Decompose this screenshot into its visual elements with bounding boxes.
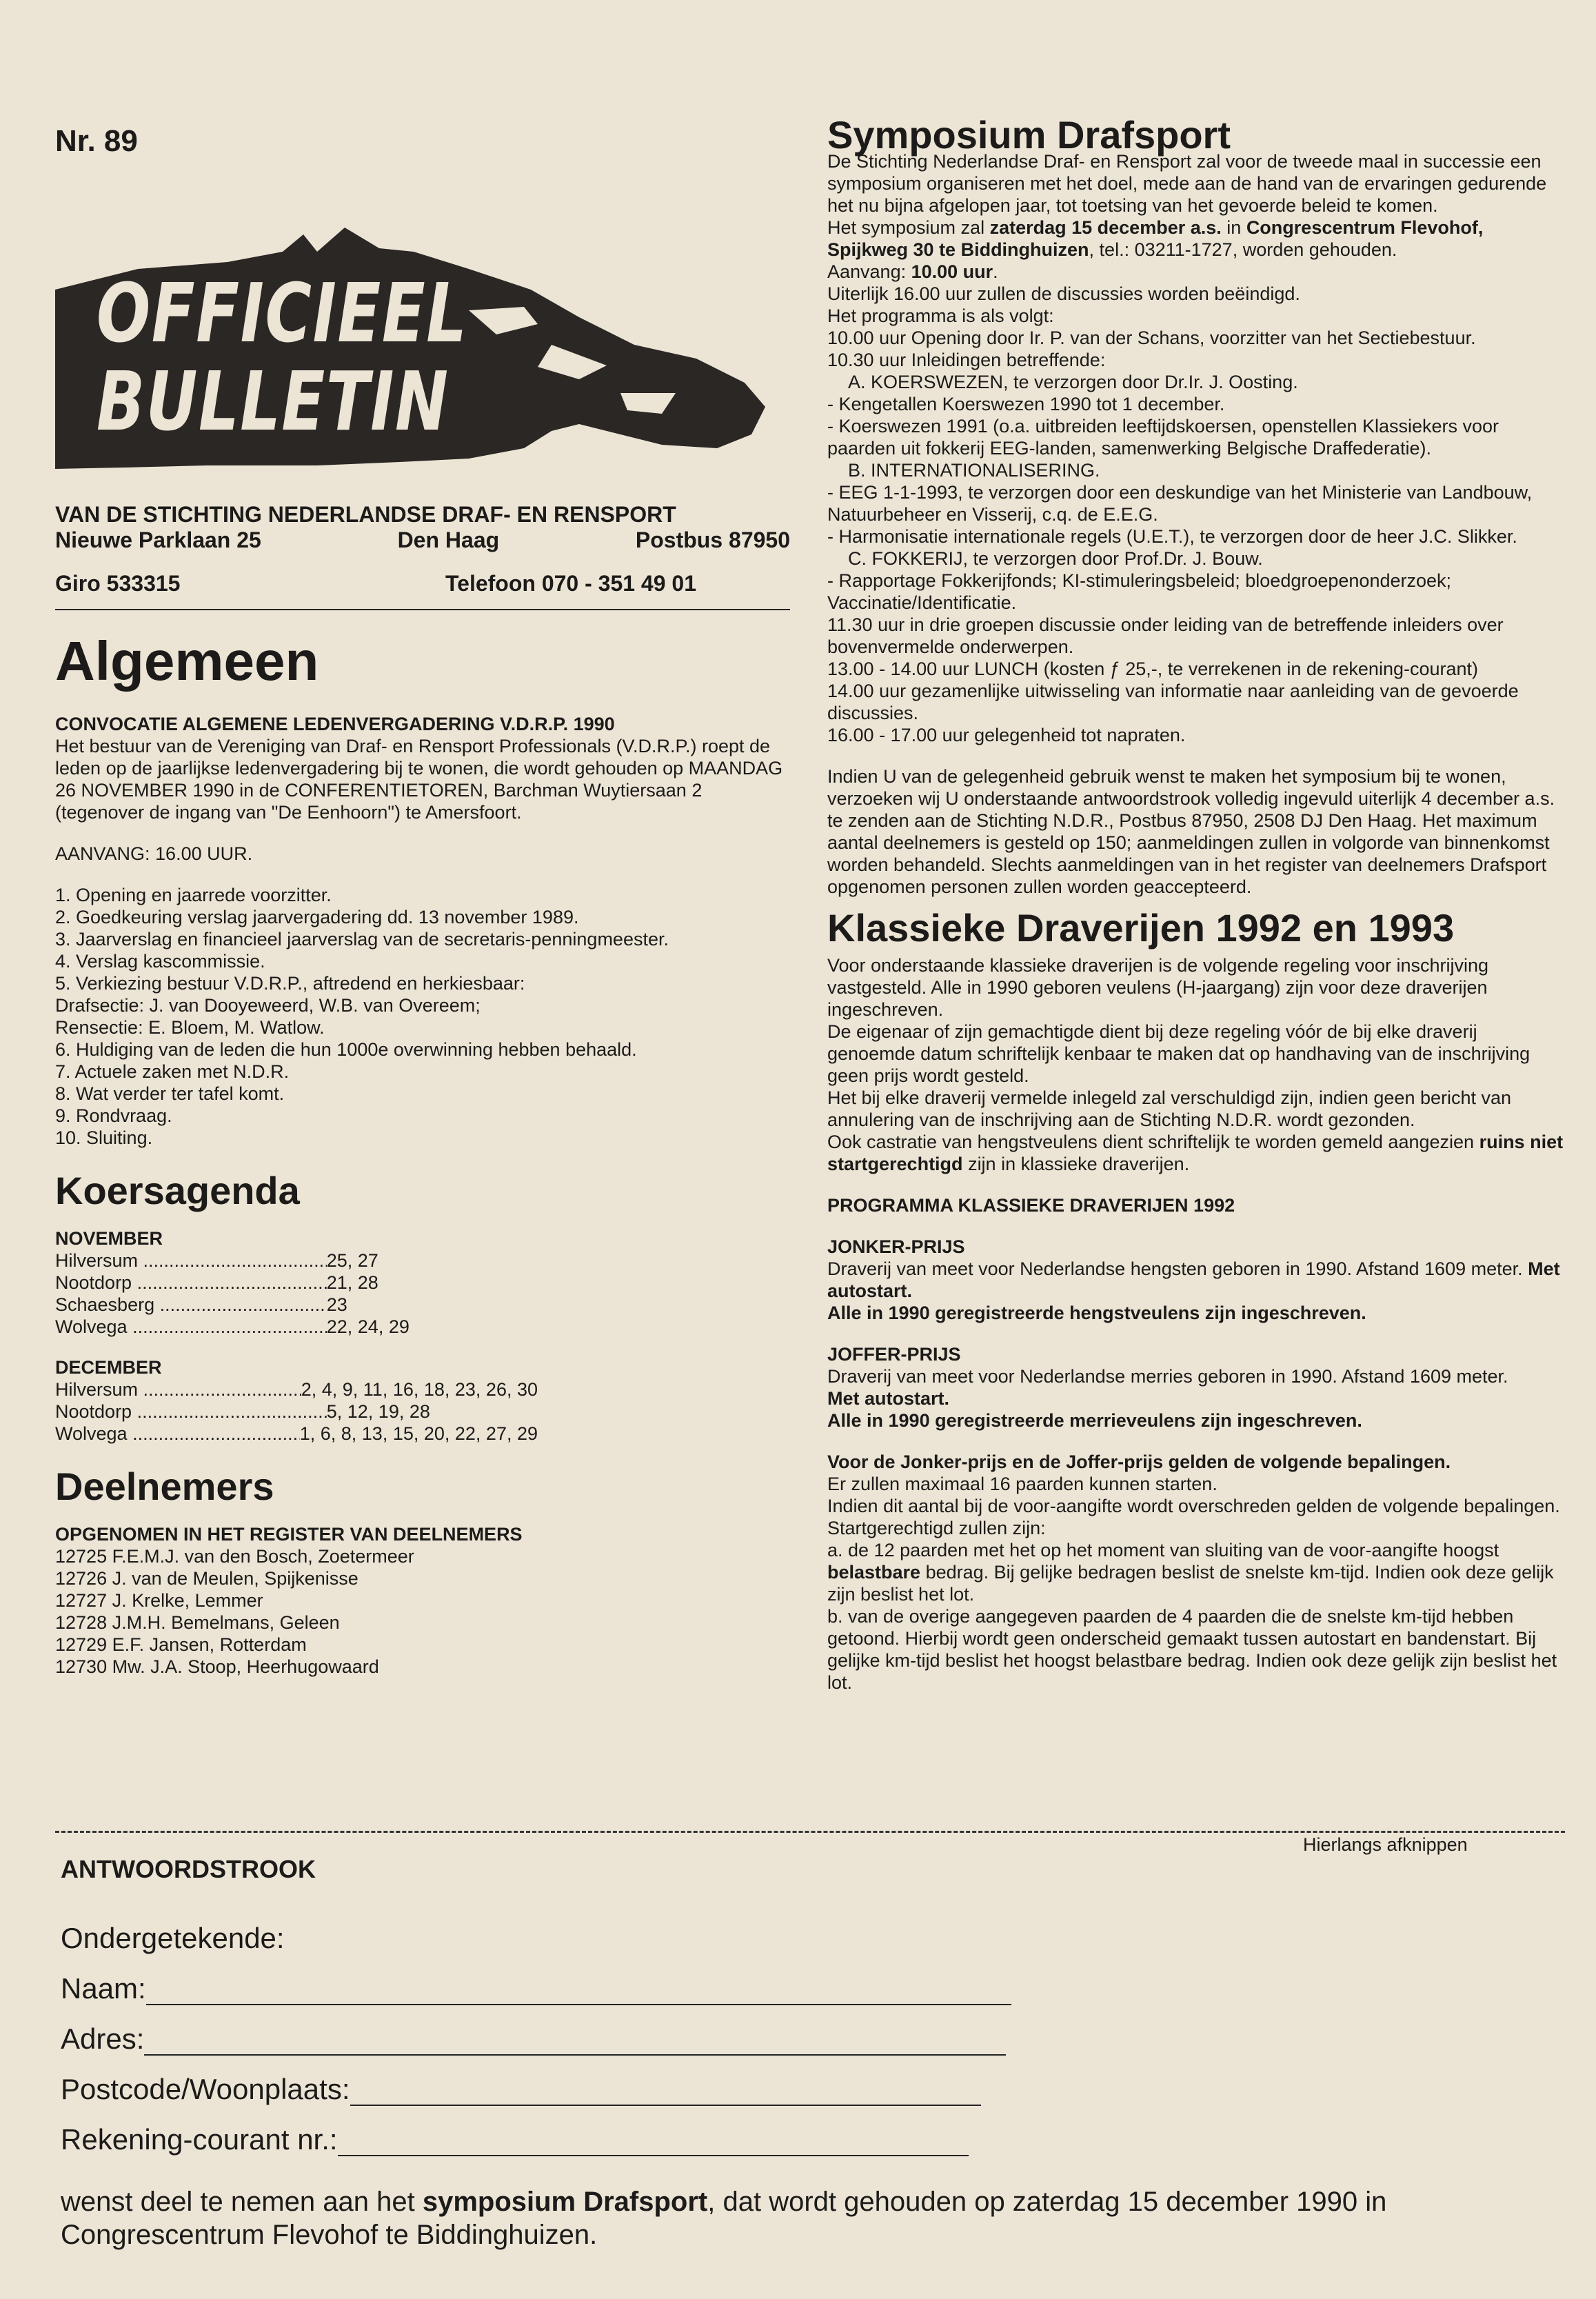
list-item: Het programma is als volgt: [827, 305, 1054, 326]
list-item: Er zullen maximaal 16 paarden kunnen starten. [827, 1474, 1218, 1494]
symposium-aanvang: Aanvang: 10.00 uur. [827, 261, 998, 282]
adres-label: Adres: [61, 2022, 145, 2055]
symposium-intro: De Stichting Nederlandse Draf- en Rensport zal voor de tweede maal in successie een symposium organiseren met het doel, mede aan de hand van de ervaringen gedurende het nu bijna afgelopen jaar, tot toetsing van het gevoerde beleid te komen. [827, 151, 1547, 216]
aanvang-time: 10.00 uur [911, 261, 993, 282]
org-telefoon: Telefoon 070 - 351 49 01 [445, 571, 696, 596]
bepaling-a-post: bedrag. Bij gelijke bedragen beslist de snelste km-tijd. Indien ook deze gelijk zijn beslist het lot. [827, 1562, 1554, 1605]
list-item: - Kengetallen Koerswezen 1990 tot 1 december. [827, 394, 1225, 414]
jonker-heading: JONKER-PRIJS [827, 1236, 965, 1257]
joffer-autostart: Met autostart. [827, 1388, 950, 1409]
list-item: Uiterlijk 16.00 uur zullen de discussies worden beëindigd. [827, 283, 1300, 304]
agenda-days: 22, 24, 29 [326, 1316, 410, 1337]
antwoordstrook-closing [61, 2185, 1570, 2251]
org-address: Nieuwe Parklaan 25 [55, 528, 261, 552]
list-item: - EEG 1-1-1993, te verzorgen door een deskundige van het Ministerie van Landbouw, Natuurbeheer en Visserij, c.q. de E.E.G. [827, 482, 1533, 525]
jonker-note: Alle in 1990 geregistreerde hengstveulens zijn ingeschreven. [827, 1303, 1366, 1323]
list-item: 3. Jaarverslag en financieel jaarverslag van de secretaris-penningmeester. [55, 929, 669, 950]
symposium-closing: Indien U van de gelegenheid gebruik wenst te maken het symposium bij te wonen, verzoeken wij U onderstaande antwoordstrook volledig ingevuld uiterlijk 4 december a.s. te zenden aan de Stichting N.D.R., Postbus 87950, 2508 DJ Den Haag. Het maximum aantal deelnemers is gesteld op 150; aanmeldingen zullen in volgorde van binnenkomst worden behandeld. Slechts aanmeldingen van in het register van deelnemers Drafsport opgenomen personen zullen worden geaccepteerd. [827, 766, 1555, 897]
programma-heading: PROGRAMMA KLASSIEKE DRAVERIJEN 1992 [827, 1195, 1235, 1216]
list-item: 1. Opening en jaarrede voorzitter. [55, 885, 332, 905]
symposium-date-pre: Het symposium zal [827, 217, 985, 238]
bepaling-a [827, 1539, 1565, 1605]
org-postbus: Postbus 87950 [635, 528, 790, 552]
joffer-text: Draverij van meet voor Nederlandse merries geboren in 1990. Afstand 1609 meter. [827, 1366, 1508, 1387]
naam-label: Naam: [61, 1972, 146, 2005]
agenda-list [55, 884, 790, 1149]
logo-word-officieel: OFFICIEEL [97, 265, 468, 361]
list-item: Indien dit aantal bij de voor-aangifte wordt overschreden gelden de volgende bepalingen. [827, 1496, 1560, 1516]
klassieke-p4 [827, 1131, 1565, 1175]
agenda-days: 2, 4, 9, 11, 16, 18, 23, 26, 30 [301, 1379, 538, 1400]
list-item: - Harmonisatie internationale regels (U.E.T.), te verzorgen door de heer J.C. Slikker. [827, 526, 1517, 547]
list-item: Startgerechtigd zullen zijn: [827, 1518, 1046, 1538]
agenda-row [55, 1272, 538, 1294]
jonker-text [827, 1258, 1565, 1302]
p4-pre: Ook castratie van hengstveulens dient schriftelijk te worden gemeld aangezien [827, 1132, 1475, 1152]
section-b-heading: B. INTERNATIONALISERING. [848, 460, 1100, 481]
symposium-date [827, 217, 1565, 261]
list-item: 16.00 - 17.00 uur gelegenheid tot napraten. [827, 725, 1186, 745]
deelnemers-heading: Deelnemers [55, 1465, 274, 1508]
deelnemers-list [55, 1545, 790, 1678]
symposium-heading: Symposium Drafsport [827, 113, 1231, 157]
joffer-heading: JOFFER-PRIJS [827, 1344, 961, 1365]
list-item: 12726 J. van de Meulen, Spijkenisse [55, 1568, 358, 1589]
header-rule [55, 609, 790, 610]
postcode-field[interactable] [61, 2056, 1577, 2106]
agenda-place: Nootdorp ..... [55, 1401, 327, 1423]
closing-post: , dat wordt gehouden op zaterdag 15 december 1990 in Congrescentrum Flevohof te Biddinghuizen. [61, 2187, 1387, 2250]
agenda-place: Schaesberg ..... [55, 1294, 327, 1316]
list-item: 6. Huldiging van de leden die hun 1000e overwinning hebben behaald. [55, 1039, 637, 1060]
convocatie-text: Het bestuur van de Vereniging van Draf- en Rensport Professionals (V.D.R.P.) roept de leden op de jaarlijkse ledenvergadering bij te wonen, die wordt gehouden op MAANDAG 26 NOVEMBER 1990 in de CONFERENTIETOREN, Barchman Wuytiersaan 2 (tegenover de ingang van "De Eenhoorn") te Amersfoort. [55, 736, 783, 823]
list-item: 12728 J.M.H. Bemelmans, Geleen [55, 1612, 340, 1633]
agenda-days: 23 [326, 1294, 347, 1315]
naam-line[interactable] [146, 1976, 1011, 2005]
ondergetekende-label [61, 1905, 1577, 1955]
symposium-venue: Congrescentrum Flevohof, Spijkweg 30 te Biddinghuizen [827, 217, 1484, 260]
aanvang-text: AANVANG: 16.00 UUR. [55, 843, 253, 864]
agenda-place: Hilversum ..... [55, 1378, 301, 1401]
list-item: 10. Sluiting. [55, 1127, 153, 1148]
klassieke-p2: De eigenaar of zijn gemachtigde dient bij deze regeling vóór de bij elke draverij genoemde datum schriftelijk kenbaar te maken dat op handhaving van de inschrijving geen prijs wordt gesteld. [827, 1021, 1531, 1086]
deelnemers-subhead: OPGENOMEN IN HET REGISTER VAN DEELNEMERS [55, 1524, 523, 1545]
p4-post: zijn in klassieke draverijen. [968, 1154, 1190, 1174]
list-item: 11.30 uur in drie groepen discussie onder leiding van de betreffende inleiders over bovenvermelde onderwerpen. [827, 614, 1504, 657]
org-address-row [55, 528, 790, 553]
org-contact-row [55, 571, 696, 596]
list-item: 12729 E.F. Jansen, Rotterdam [55, 1634, 307, 1655]
list-item: 14.00 uur gezamenlijke uitwisseling van informatie naar aanleiding van de gevoerde discussies. [827, 681, 1519, 723]
agenda-place: Wolvega ..... [55, 1316, 327, 1338]
agenda-place: Nootdorp ..... [55, 1272, 327, 1294]
ondergetekende-text: Ondergetekende: [61, 1922, 285, 1954]
list-item: - Koerswezen 1991 (o.a. uitbreiden leeftijdskoersen, openstellen Klassiekers voor paarden uit fokkerij EEG-landen, samenwerking Belgische Draffederatie). [827, 416, 1499, 459]
list-item: 13.00 - 14.00 uur LUNCH (kosten ƒ 25,-, te verrekenen in de rekening-courant) [827, 659, 1479, 679]
bepaling-b: b. van de overige aangegeven paarden de 4 paarden die de snelste km-tijd hebben getoond. Hierbij wordt geen onderscheid gemaakt tussen autostart en bandenstart. Bij gelijke km-tijd beslist het hoogst belastbare bedrag. Indien ook deze gelijk zijn beslist het lot. [827, 1606, 1557, 1693]
agenda-row [55, 1401, 538, 1423]
agenda-days: 1, 6, 8, 13, 15, 20, 22, 27, 29 [299, 1423, 538, 1444]
org-city: Den Haag [397, 528, 500, 552]
list-item: 4. Verslag kascommissie. [55, 951, 265, 972]
rekening-field[interactable] [61, 2106, 1577, 2156]
list-item: 9. Rondvraag. [55, 1105, 172, 1126]
list-item: 12727 J. Krelke, Lemmer [55, 1590, 263, 1611]
list-item: 10.00 uur Opening door Ir. P. van der Schans, voorzitter van het Sectiebestuur. [827, 328, 1476, 348]
rekening-label: Rekening-courant nr.: [61, 2123, 338, 2156]
agenda-row [55, 1378, 538, 1401]
closing-bold: symposium Drafsport [422, 2187, 708, 2217]
symposium-date-mid: in [1226, 217, 1242, 238]
list-item: 10.30 uur Inleidingen betreffende: [827, 350, 1106, 370]
list-item: 7. Actuele zaken met N.D.R. [55, 1061, 290, 1082]
jonker-autostart: Met autostart. [827, 1258, 1560, 1301]
klassieke-p1: Voor onderstaande klassieke draverijen is de volgende regeling voor inschrijving vastgesteld. Alle in 1990 geboren veulens (H-jaargang) zijn voor deze draverijen ingeschreven. [827, 955, 1489, 1020]
section-c-heading: C. FOKKERIJ, te verzorgen door Prof.Dr. J. Bouw. [848, 548, 1263, 569]
joffer-note: Alle in 1990 geregistreerde merrieveulens zijn ingeschreven. [827, 1410, 1362, 1431]
jonker-desc: Draverij van meet voor Nederlandse hengsten geboren in 1990. Afstand 1609 meter. [827, 1258, 1523, 1279]
closing-pre: wenst deel te nemen aan het [61, 2187, 415, 2217]
rekening-line[interactable] [338, 2127, 969, 2156]
list-item: 2. Goedkeuring verslag jaarvergadering dd. 13 november 1989. [55, 907, 579, 927]
bepaling-a-pre: a. de 12 paarden met het op het moment van sluiting van de voor-aangifte hoogst [827, 1540, 1499, 1560]
december-label: DECEMBER [55, 1357, 162, 1378]
agenda-row [55, 1294, 538, 1316]
agenda-place: Wolvega ..... [55, 1423, 300, 1445]
list-item: 12725 F.E.M.J. van den Bosch, Zoetermeer [55, 1546, 414, 1567]
adres-field[interactable] [61, 2005, 1577, 2056]
list-item: 5. Verkiezing bestuur V.D.R.P., aftredend en herkiesbaar: [55, 973, 525, 994]
antwoordstrook-title: ANTWOORDSTROOK [61, 1855, 316, 1883]
aanvang-pre: Aanvang: [827, 261, 907, 282]
agenda-days: 21, 28 [326, 1272, 378, 1293]
algemeen-heading: Algemeen [55, 630, 319, 692]
issue-number: Nr. 89 [55, 124, 138, 158]
cut-line [55, 1831, 1565, 1833]
list-item: Drafsectie: J. van Dooyeweerd, W.B. van Overeem; [55, 995, 481, 1016]
klassieke-p3: Het bij elke draverij vermelde inlegeld zal verschuldigd zijn, indien geen bericht van annulering van de inschrijving aan de Stichting N.D.R. wordt gezonden. [827, 1087, 1512, 1130]
symposium-date-post: , tel.: 03211-1727, worden gehouden. [1089, 239, 1397, 260]
agenda-days: 25, 27 [326, 1250, 378, 1271]
adres-line[interactable] [144, 2027, 1006, 2056]
naam-field[interactable] [61, 1955, 1577, 2005]
bepalingen-heading: Voor de Jonker-prijs en de Joffer-prijs gelden de volgende bepalingen. [827, 1452, 1451, 1472]
bepaling-a-bold: belastbare [827, 1562, 921, 1583]
koersagenda-heading: Koersagenda [55, 1169, 300, 1212]
symposium-date-bold: zaterdag 15 december a.s. [989, 217, 1222, 238]
agenda-place: Hilversum ..... [55, 1249, 327, 1272]
list-item: Rensectie: E. Bloem, M. Watlow. [55, 1017, 325, 1038]
postcode-line[interactable] [350, 2077, 981, 2106]
agenda-row [55, 1249, 538, 1272]
list-item: 8. Wat verder ter tafel komt. [55, 1083, 285, 1104]
org-name: VAN DE STICHTING NEDERLANDSE DRAF- EN RENSPORT [55, 502, 676, 527]
section-a-heading: A. KOERSWEZEN, te verzorgen door Dr.Ir. J. Oosting. [848, 372, 1298, 392]
logo-word-bulletin: BULLETIN [97, 354, 449, 449]
antwoordstrook-form [61, 1855, 1577, 2251]
cut-label: Hierlangs afknippen [1303, 1834, 1468, 1855]
left-column [55, 124, 790, 1678]
agenda-row [55, 1316, 538, 1338]
list-item: 12730 Mw. J.A. Stoop, Heerhugowaard [55, 1656, 379, 1677]
agenda-days: 5, 12, 19, 28 [326, 1401, 430, 1422]
postcode-label: Postcode/Woonplaats: [61, 2073, 350, 2105]
november-label: NOVEMBER [55, 1228, 163, 1249]
list-item: - Rapportage Fokkerijfonds; KI-stimuleringsbeleid; bloedgroepenonderzoek; Vaccinatie/Identificatie. [827, 570, 1452, 613]
klassieke-heading: Klassieke Draverijen 1992 en 1993 [827, 906, 1455, 950]
convocatie-heading: CONVOCATIE ALGEMENE LEDENVERGADERING V.D.R.P. 1990 [55, 714, 615, 734]
p4-bold: ruins niet startgerechtigd [827, 1132, 1564, 1174]
bulletin-logo [55, 186, 772, 476]
right-column [827, 113, 1565, 1694]
org-giro: Giro 533315 [55, 571, 181, 596]
agenda-row [55, 1423, 538, 1445]
